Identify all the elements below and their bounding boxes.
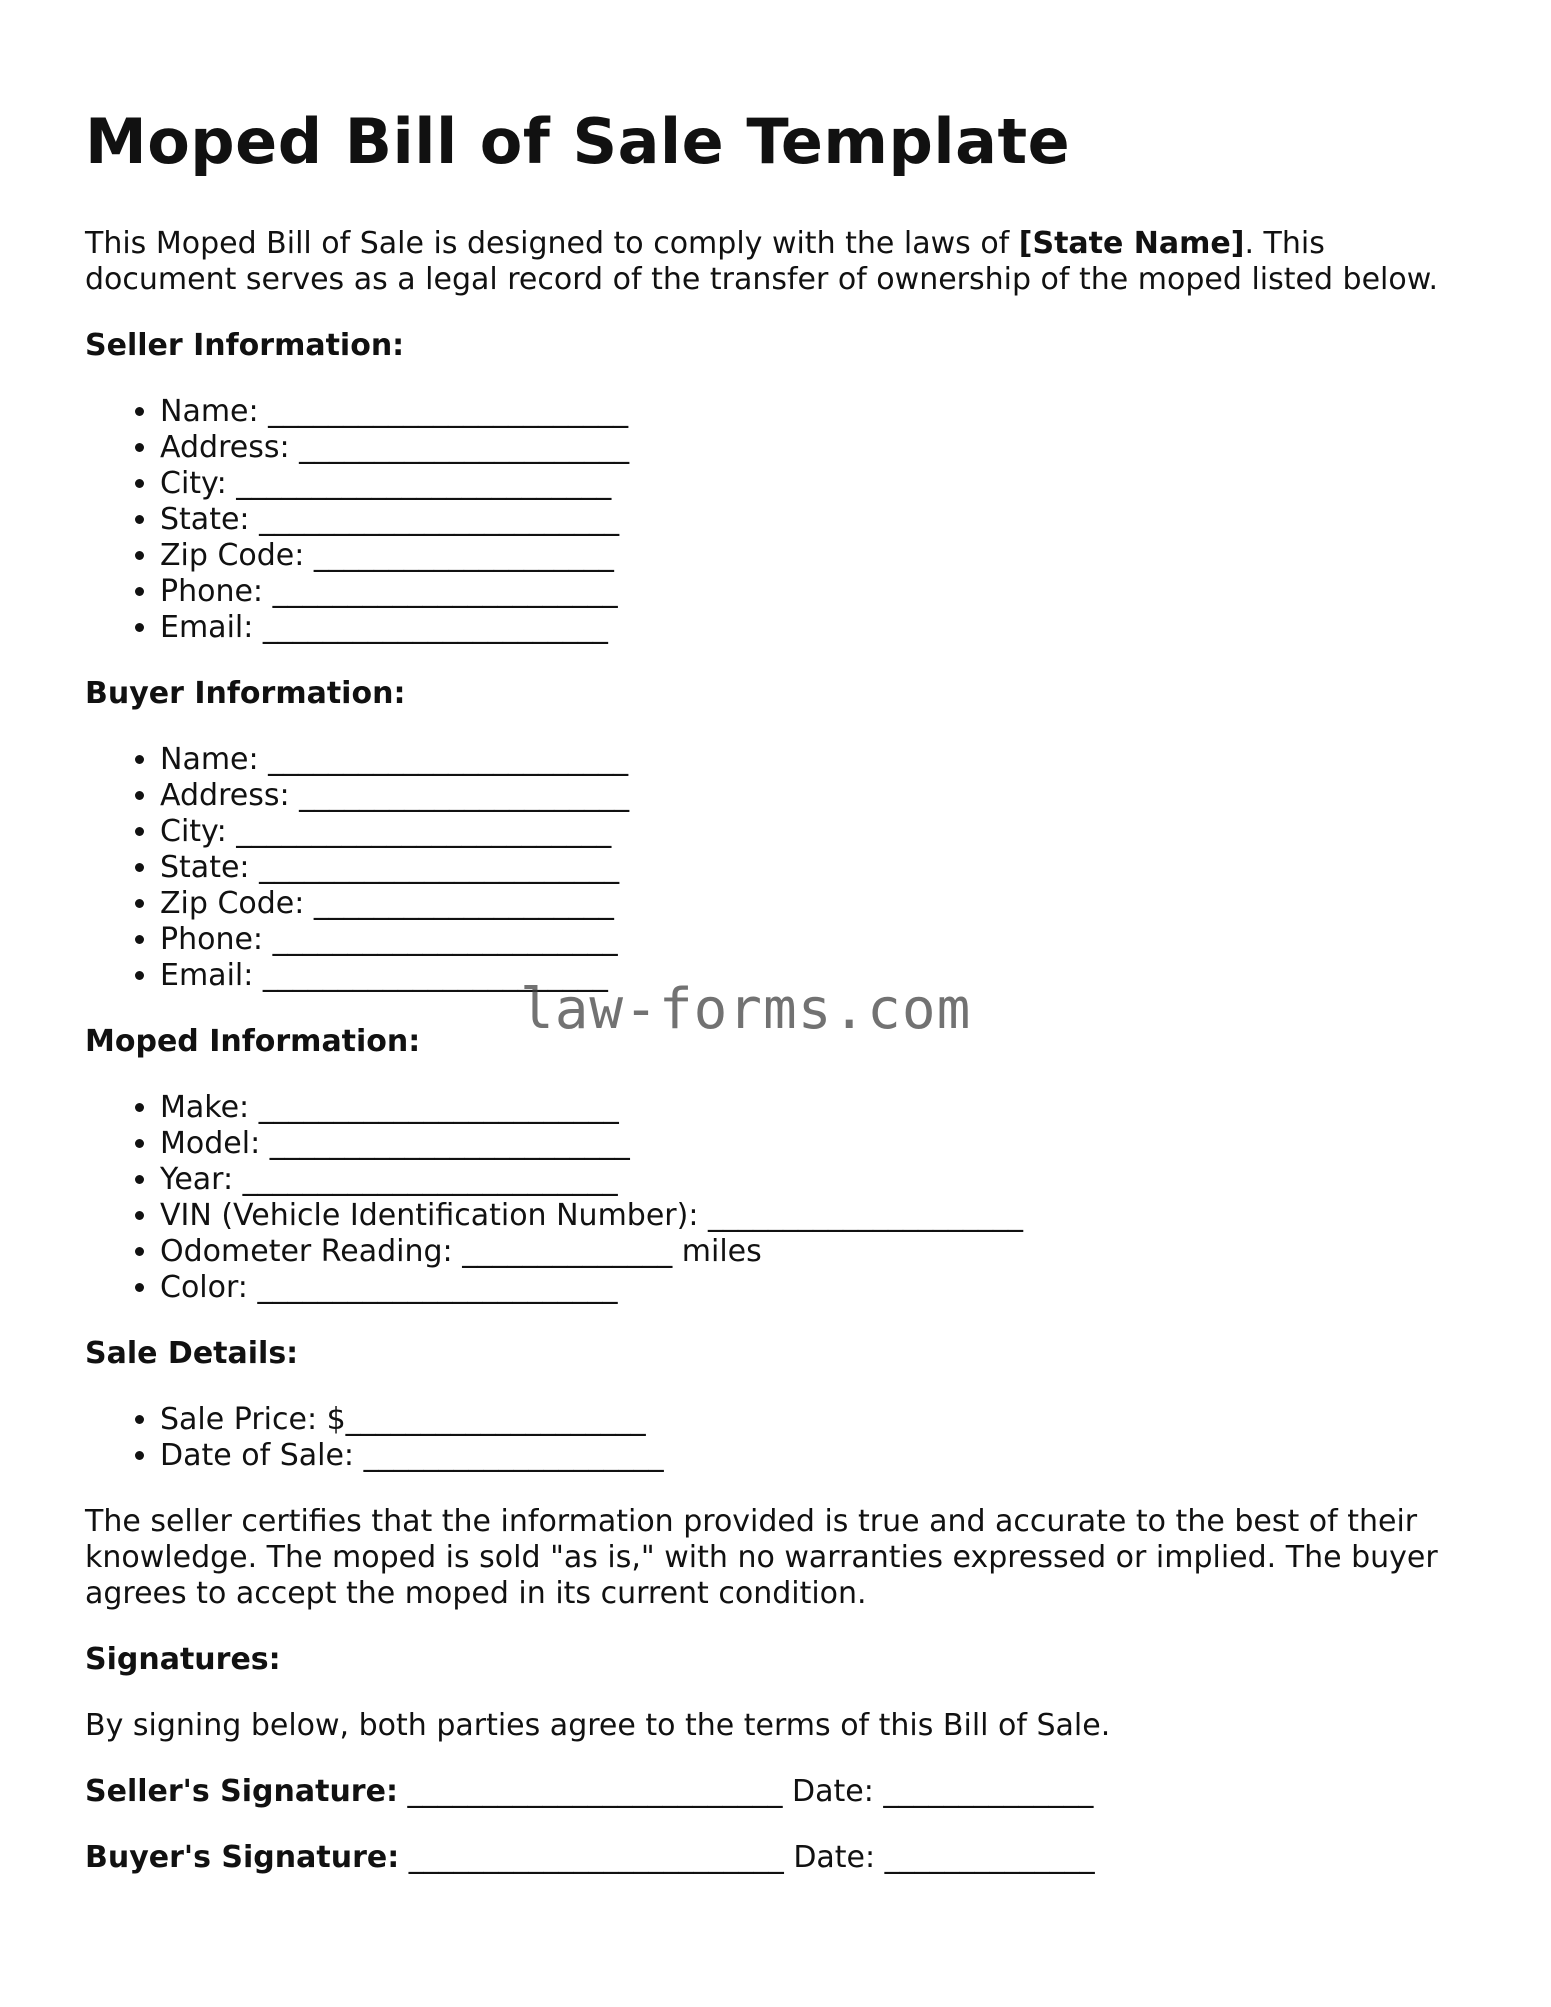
field-label: Name: xyxy=(160,742,259,777)
seller-zip-field xyxy=(160,538,1485,574)
buyer-information-heading: Buyer Information: xyxy=(85,676,406,711)
seller-state-field xyxy=(160,502,1485,538)
intro-paragraph xyxy=(85,226,1485,298)
field-label: Sale Price: $ xyxy=(160,1402,346,1437)
blank-line[interactable]: ______________________ xyxy=(299,778,630,813)
buyer-city-field xyxy=(160,814,1485,850)
blank-line[interactable]: ________________________ xyxy=(259,850,620,885)
buyer-signature-line xyxy=(85,1840,1485,1876)
buyer-signature-blank[interactable]: _________________________ xyxy=(408,1840,784,1875)
moped-vin-field xyxy=(160,1198,1485,1234)
buyer-zip-field xyxy=(160,886,1485,922)
moped-color-field xyxy=(160,1270,1485,1306)
buyer-date-blank[interactable]: ______________ xyxy=(884,1840,1095,1875)
field-label: Email: xyxy=(160,958,254,993)
blank-line[interactable]: ____________________ xyxy=(313,886,614,921)
blank-line[interactable]: ____________________ xyxy=(313,538,614,573)
moped-information-heading: Moped Information: xyxy=(85,1024,421,1059)
field-label: City: xyxy=(160,466,227,501)
sale-fields-list xyxy=(85,1402,1485,1474)
buyer-name-field xyxy=(160,742,1485,778)
sale-details-heading: Sale Details: xyxy=(85,1336,299,1371)
moped-year-field xyxy=(160,1162,1485,1198)
field-label: Color: xyxy=(160,1270,248,1305)
seller-fields-list xyxy=(85,394,1485,646)
field-label: VIN (Vehicle Identification Number): xyxy=(160,1198,699,1233)
seller-signature-line xyxy=(85,1774,1485,1810)
seller-signature-label: Seller's Signature: xyxy=(85,1774,398,1809)
blank-line[interactable]: ____________________ xyxy=(363,1438,664,1473)
field-label: Phone: xyxy=(160,922,264,957)
buyer-phone-field xyxy=(160,922,1485,958)
sale-date-field xyxy=(160,1438,1485,1474)
blank-line[interactable]: _______________________ xyxy=(272,574,618,609)
seller-date-label: Date: xyxy=(792,1774,874,1809)
moped-odometer-field xyxy=(160,1234,1485,1270)
field-label: Make: xyxy=(160,1090,250,1125)
page-title: Moped Bill of Sale Template xyxy=(85,105,1071,178)
buyer-fields-list xyxy=(85,742,1485,994)
blank-line[interactable]: ________________________ xyxy=(258,1090,619,1125)
signatures-heading: Signatures: xyxy=(85,1642,281,1677)
field-label: Address: xyxy=(160,778,290,813)
blank-line[interactable]: ________________________ xyxy=(257,1270,618,1305)
blank-line[interactable]: _________________________ xyxy=(236,466,612,501)
buyer-state-field xyxy=(160,850,1485,886)
field-label: Model: xyxy=(160,1126,261,1161)
seller-phone-field xyxy=(160,574,1485,610)
intro-text-before: This Moped Bill of Sale is designed to comply with the laws of xyxy=(85,226,1019,261)
field-label: State: xyxy=(160,850,250,885)
field-label: Zip Code: xyxy=(160,538,305,573)
field-label: Odometer Reading: xyxy=(160,1234,453,1269)
field-label: Email: xyxy=(160,610,254,645)
buyer-signature-label: Buyer's Signature: xyxy=(85,1840,400,1875)
field-label: Address: xyxy=(160,430,290,465)
certification-paragraph: The seller certifies that the information provided is true and accurate to the best of their knowledge. The moped is sold "as is," with no warranties expressed or implied. The buyer agrees to accept the moped in its current condition. xyxy=(85,1504,1438,1611)
blank-line[interactable]: ________________________ xyxy=(259,502,620,537)
sale-price-field xyxy=(160,1402,1485,1438)
intro-text-after: . This document serves as a legal record of the transfer of ownership of the moped listed below. xyxy=(85,226,1439,297)
seller-email-field xyxy=(160,610,1485,646)
blank-line[interactable]: ____________________ xyxy=(345,1402,646,1437)
field-label: Name: xyxy=(160,394,259,429)
seller-name-field xyxy=(160,394,1485,430)
seller-information-heading: Seller Information: xyxy=(85,328,405,363)
blank-line[interactable]: _______________________ xyxy=(262,958,608,993)
buyer-address-field xyxy=(160,778,1485,814)
odometer-unit: miles xyxy=(681,1234,762,1269)
field-label: Date of Sale: xyxy=(160,1438,355,1473)
field-label: Phone: xyxy=(160,574,264,609)
blank-line[interactable]: ______________ xyxy=(462,1234,673,1269)
state-name-placeholder: [State Name] xyxy=(1018,226,1245,261)
seller-city-field xyxy=(160,466,1485,502)
blank-line[interactable]: _______________________ xyxy=(272,922,618,957)
law-forms-watermark: law-forms.com xyxy=(520,977,972,1042)
blank-line[interactable]: _________________________ xyxy=(242,1162,618,1197)
buyer-date-label: Date: xyxy=(793,1840,876,1875)
moped-model-field xyxy=(160,1126,1485,1162)
moped-make-field xyxy=(160,1090,1485,1126)
blank-line[interactable]: _________________________ xyxy=(236,814,612,849)
blank-line[interactable]: ________________________ xyxy=(269,1126,630,1161)
moped-fields-list xyxy=(85,1090,1485,1306)
field-label: State: xyxy=(160,502,250,537)
field-label: Year: xyxy=(160,1162,234,1197)
field-label: Zip Code: xyxy=(160,886,305,921)
seller-date-blank[interactable]: ______________ xyxy=(883,1774,1094,1809)
blank-line[interactable]: ________________________ xyxy=(268,394,629,429)
blank-line[interactable]: ________________________ xyxy=(268,742,629,777)
seller-signature-blank[interactable]: _________________________ xyxy=(407,1774,783,1809)
blank-line[interactable]: ______________________ xyxy=(299,430,630,465)
field-label: City: xyxy=(160,814,227,849)
blank-line[interactable]: _______________________ xyxy=(262,610,608,645)
agreement-text: By signing below, both parties agree to the terms of this Bill of Sale. xyxy=(85,1708,1111,1743)
seller-address-field xyxy=(160,430,1485,466)
blank-line[interactable]: _____________________ xyxy=(707,1198,1023,1233)
